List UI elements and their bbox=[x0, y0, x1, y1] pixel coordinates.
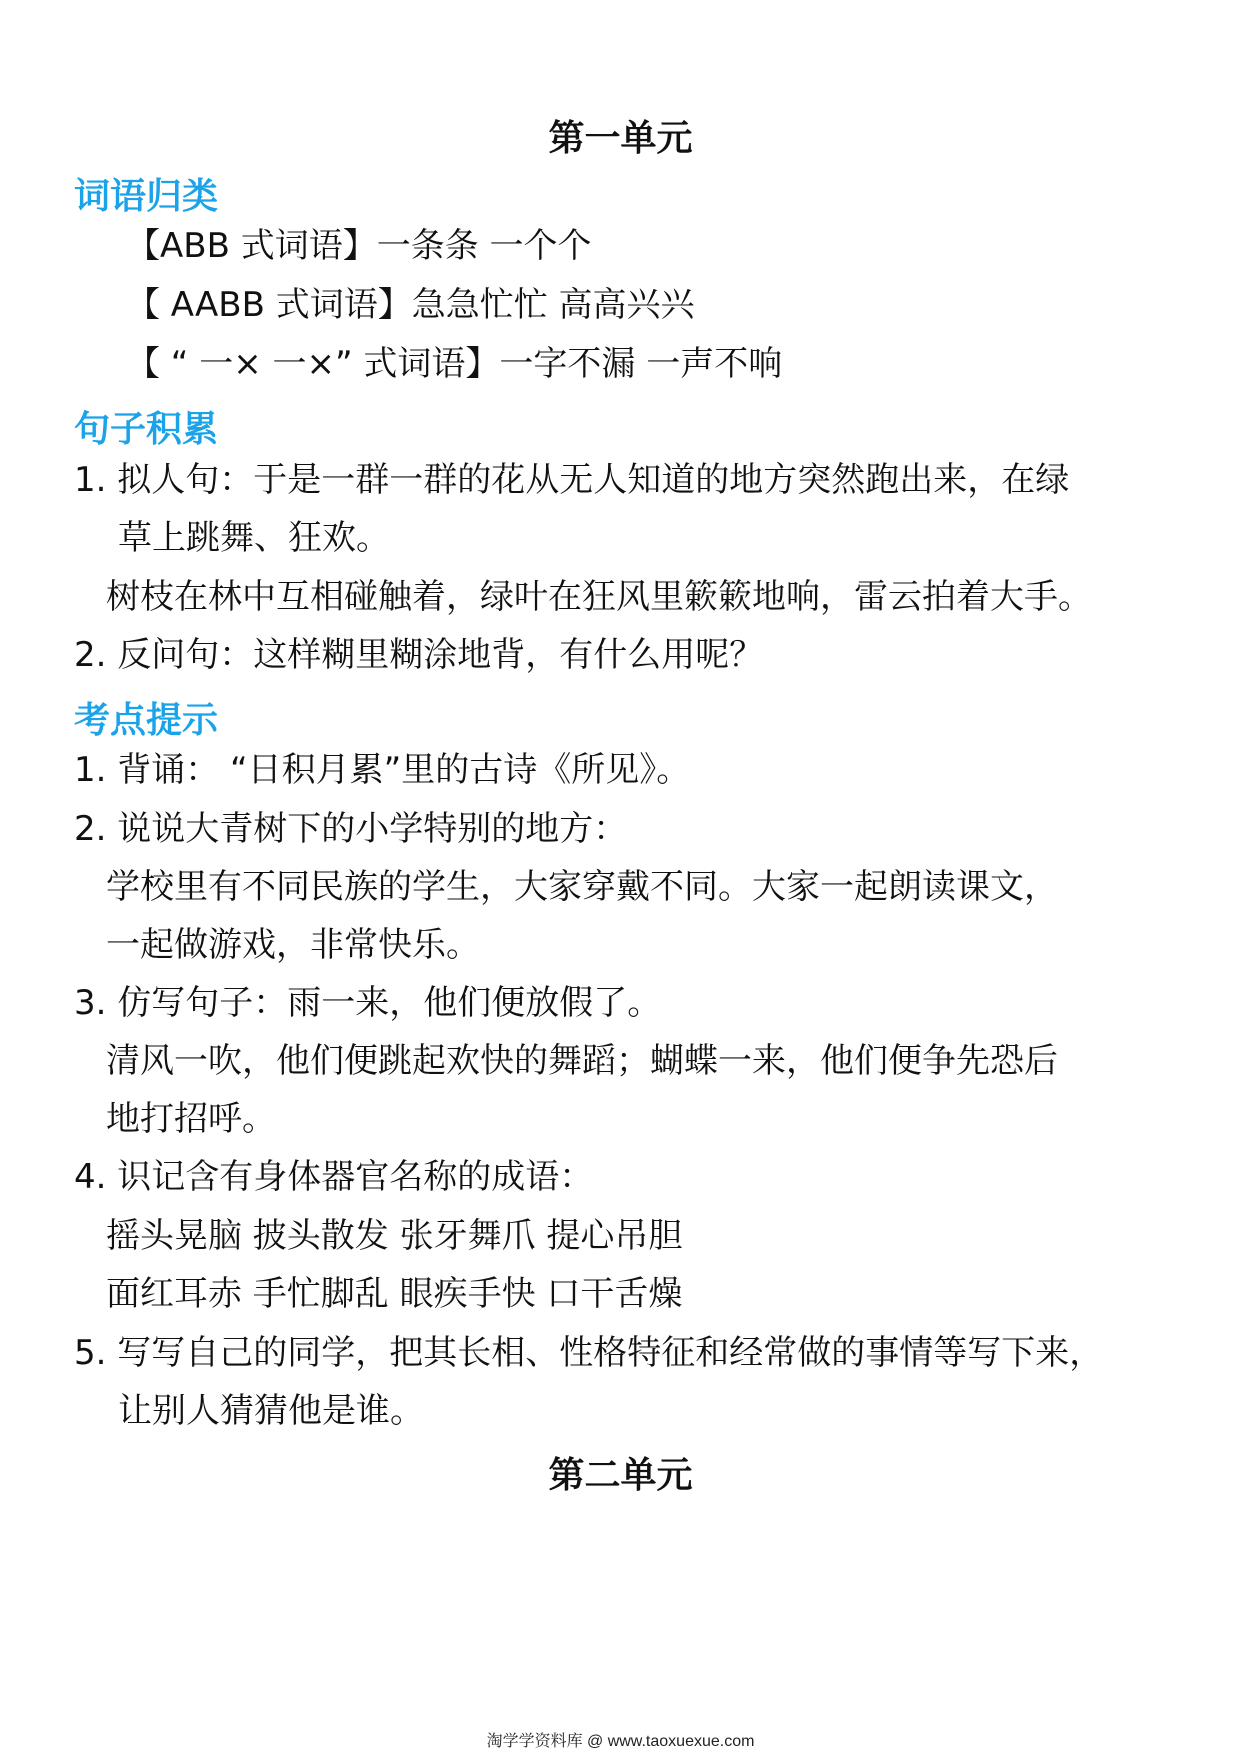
tip-line: 摇头晃脑 披头散发 张牙舞爪 提心吊胆 bbox=[106, 1216, 683, 1256]
section-heading-sentences: 句子积累 bbox=[74, 409, 219, 450]
vocab-item-abb: 【ABB 式词语】一条条 一个个 bbox=[126, 226, 592, 266]
tip-line: 面红耳赤 手忙脚乱 眼疾手快 口干舌燥 bbox=[106, 1274, 683, 1314]
sentence-line: 树枝在林中互相碰触着，绿叶在狂风里簌簌地响，雷云拍着大手。 bbox=[106, 577, 1092, 617]
unit-2-title: 第二单元 bbox=[548, 1455, 693, 1496]
tip-line: 5. 写写自己的同学，把其长相、性格特征和经常做的事情等写下来， bbox=[74, 1333, 1104, 1373]
vocab-item-aabb: 【 AABB 式词语】急急忙忙 高高兴兴 bbox=[126, 285, 695, 325]
tip-line: 一起做游戏，非常快乐。 bbox=[106, 925, 480, 965]
sentence-line: 2. 反问句：这样糊里糊涂地背，有什么用呢？ bbox=[74, 635, 764, 675]
tip-line: 地打招呼。 bbox=[106, 1099, 276, 1139]
sentence-line: 草上跳舞、狂欢。 bbox=[118, 518, 390, 558]
sentence-line: 1. 拟人句：于是一群一群的花从无人知道的地方突然跑出来，在绿 bbox=[74, 460, 1070, 500]
tip-line: 让别人猜猜他是谁。 bbox=[118, 1391, 424, 1431]
tip-line: 3. 仿写句子：雨一来，他们便放假了。 bbox=[74, 983, 662, 1023]
unit-1-title: 第一单元 bbox=[548, 118, 693, 159]
footer-watermark: 淘学学资料库 @ www.taoxuexue.com bbox=[486, 1733, 755, 1750]
tip-line: 清风一吹，他们便跳起欢快的舞蹈；蝴蝶一来，他们便争先恐后 bbox=[106, 1041, 1058, 1081]
section-heading-vocab: 词语归类 bbox=[74, 176, 219, 217]
tip-line: 1. 背诵： “日积月累”里的古诗《所见》。 bbox=[74, 750, 691, 790]
tip-line: 2. 说说大青树下的小学特别的地方： bbox=[74, 809, 628, 849]
vocab-item-yi-x-yi-x: 【 “ 一× 一×” 式词语】一字不漏 一声不响 bbox=[126, 344, 783, 384]
section-heading-tips: 考点提示 bbox=[74, 700, 219, 741]
tip-line: 4. 识记含有身体器官名称的成语： bbox=[74, 1157, 594, 1197]
tip-line: 学校里有不同民族的学生，大家穿戴不同。大家一起朗读课文， bbox=[106, 867, 1058, 907]
